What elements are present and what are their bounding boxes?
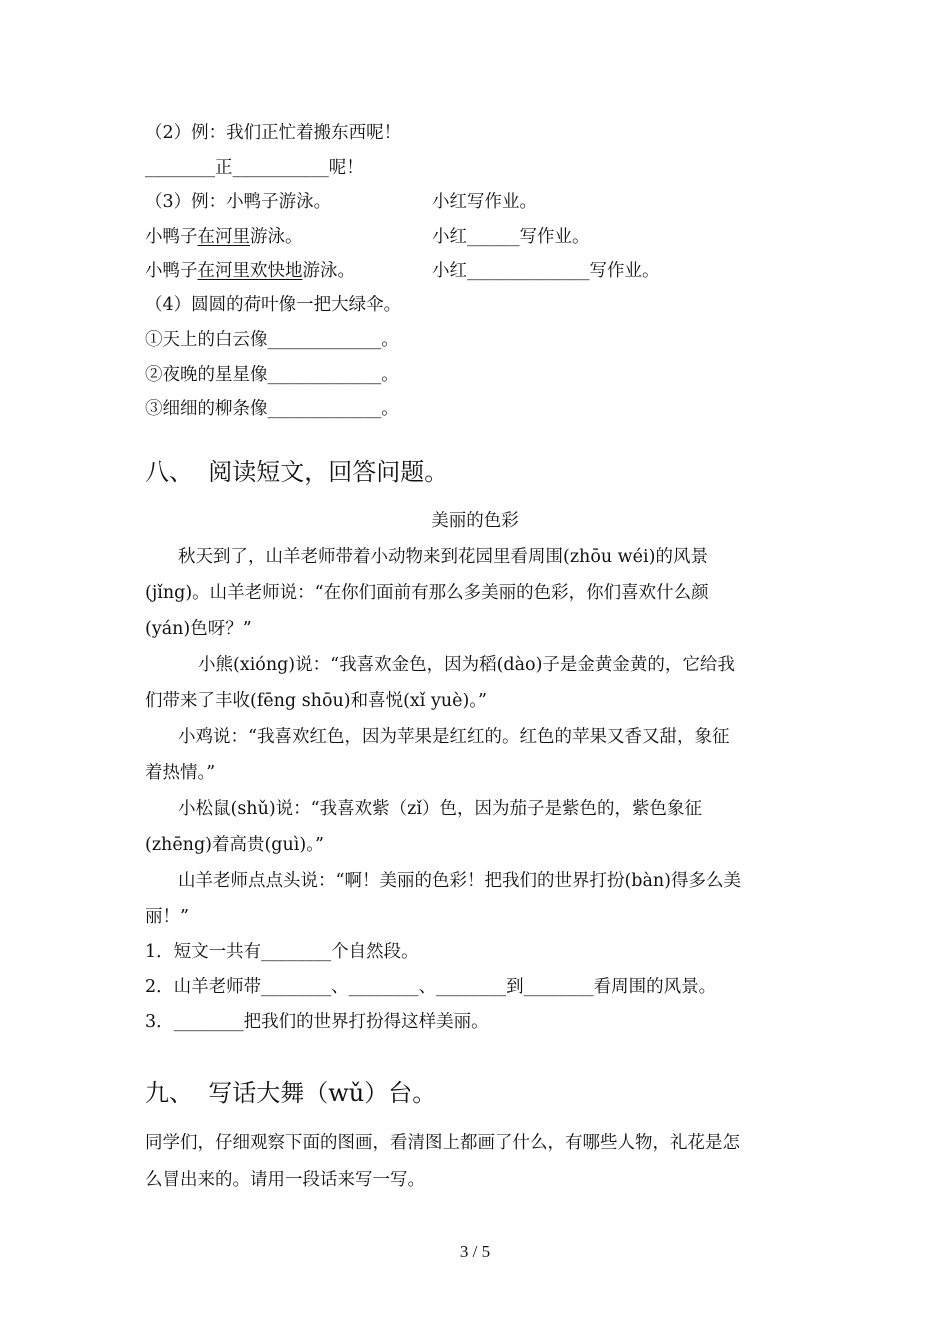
passage-line: (jǐng)。山羊老师说：“在你们面前有那么多美丽的色彩，你们喜欢什么颜 bbox=[145, 583, 709, 603]
q4-item: ②夜晚的星星像_____________。 bbox=[145, 365, 399, 385]
q4-item: ③细细的柳条像_____________。 bbox=[145, 399, 399, 419]
section8-heading: 八、 阅读短文，回答问题。 bbox=[145, 458, 449, 486]
passage-title: 美丽的色彩 bbox=[431, 511, 519, 531]
text: 小鸭子 bbox=[145, 227, 198, 247]
passage-line: (yán)色呀？” bbox=[145, 619, 252, 639]
q3-example-left: （3）例：小鸭子游泳。 bbox=[145, 192, 332, 212]
passage-line: 小熊(xióng)说：“我喜欢金色，因为稻(dào)子是金黄金黄的，它给我 bbox=[198, 655, 735, 675]
q2-blank: ________正___________呢！ bbox=[145, 158, 364, 178]
text: 小鸭子 bbox=[145, 261, 198, 281]
instruction-line: 么冒出来的。请用一段话来写一写。 bbox=[145, 1170, 425, 1190]
q2-example: （2）例：我们正忙着搬东西呢！ bbox=[145, 123, 402, 143]
q3-line2-left bbox=[145, 259, 355, 283]
passage-line: (zhēng)着高贵(guì)。” bbox=[145, 835, 324, 855]
passage-line: 着热情。” bbox=[145, 763, 216, 783]
q3-line1-left bbox=[145, 225, 303, 249]
passage-line: 小鸡说：“我喜欢红色，因为苹果是红红的。红色的苹果又香又甜，象征 bbox=[178, 727, 730, 747]
passage-line: 们带来了丰收(fēng shōu)和喜悦(xǐ yuè)。” bbox=[145, 691, 487, 711]
underlined-phrase: 在河里欢快地 bbox=[197, 261, 303, 281]
q4-item: ①天上的白云像_____________。 bbox=[145, 330, 399, 350]
passage-line: 丽！” bbox=[145, 907, 189, 927]
q4-example: （4）圆圆的荷叶像一把大绿伞。 bbox=[145, 295, 402, 315]
passage-line: 山羊老师点点头说：“啊！美丽的色彩！把我们的世界打扮(bàn)得多么美 bbox=[178, 871, 742, 891]
passage-line: 秋天到了，山羊老师带着小动物来到花园里看周围(zhōu wéi)的风景 bbox=[178, 547, 708, 567]
q3-line2-right: 小红______________写作业。 bbox=[432, 261, 660, 281]
section9-heading: 九、 写话大舞（wǔ）台。 bbox=[145, 1079, 437, 1107]
underlined-phrase: 在河里 bbox=[197, 227, 250, 247]
q3-line1-right: 小红______写作业。 bbox=[432, 227, 590, 247]
text: 游泳。 bbox=[302, 261, 355, 281]
question: 3．________把我们的世界打扮得这样美丽。 bbox=[145, 1012, 489, 1032]
instruction-line: 同学们，仔细观察下面的图画，看清图上都画了什么，有哪些人物，礼花是怎 bbox=[145, 1133, 740, 1153]
question: 2．山羊老师带________、________、________到________看周围的风景。 bbox=[145, 977, 717, 997]
q3-example-right: 小红写作业。 bbox=[432, 192, 537, 212]
passage-line: 小松鼠(shǔ)说：“我喜欢紫（zǐ）色，因为茄子是紫色的，紫色象征 bbox=[178, 799, 702, 819]
question: 1．短文一共有________个自然段。 bbox=[145, 942, 419, 962]
page-number: 3 / 5 bbox=[459, 1242, 491, 1261]
text: 游泳。 bbox=[250, 227, 303, 247]
